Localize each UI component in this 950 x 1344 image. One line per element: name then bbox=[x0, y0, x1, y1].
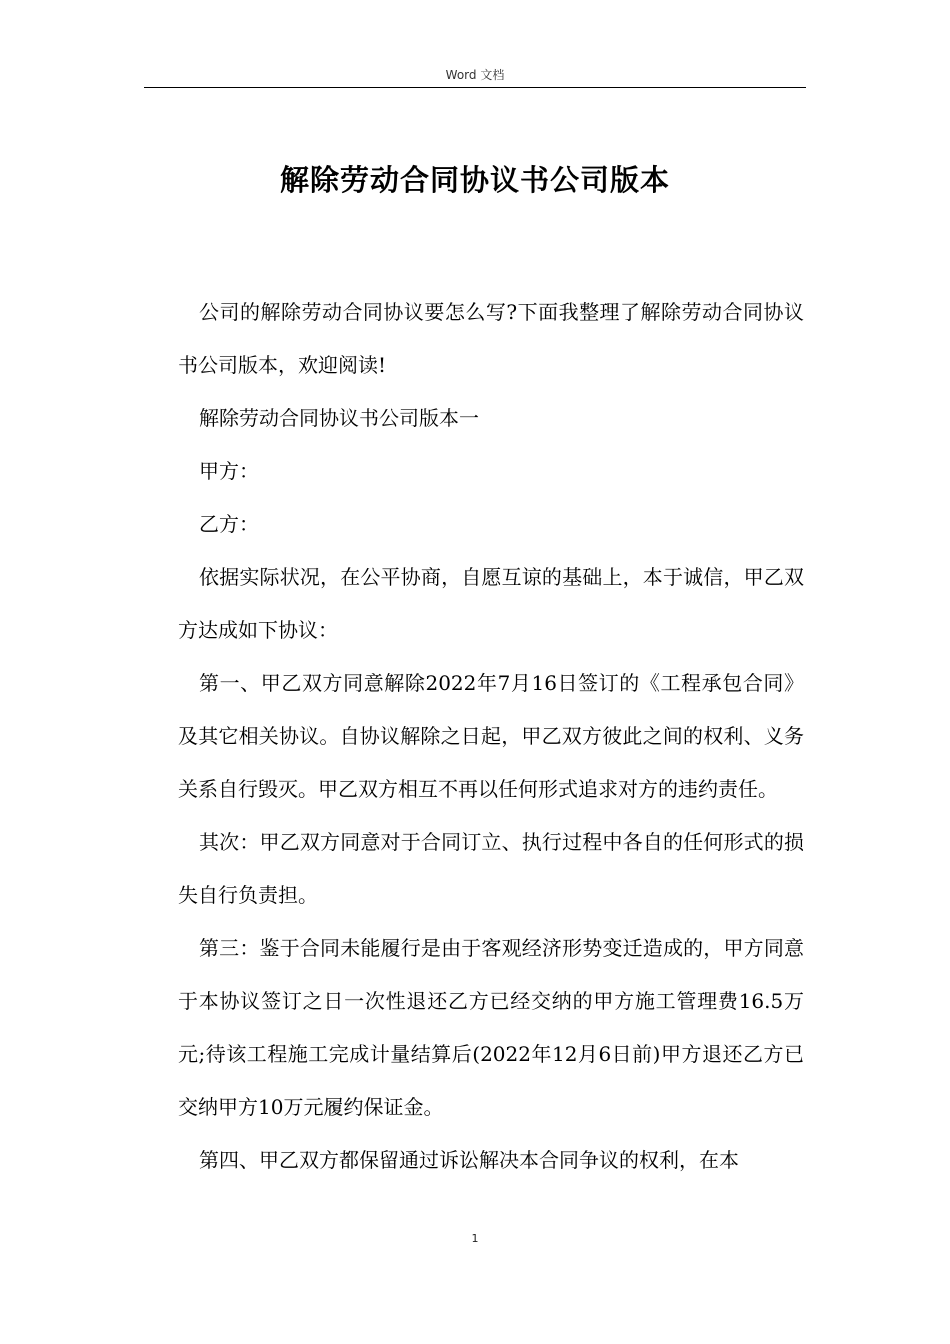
paragraph-clause-1: 第一、甲乙双方同意解除2022年7月16日签订的《工程承包合同》及其它相关协议。自协议解除之日起，甲乙双方彼此之间的权利、义务关系自行毁灭。甲乙双方相互不再以任何形式追求对方的违约责任。 bbox=[178, 671, 804, 801]
page-number: 1 bbox=[471, 1232, 479, 1245]
paragraph-clause-2: 其次：甲乙双方同意对于合同订立、执行过程中各自的任何形式的损失自行负责担。 bbox=[178, 830, 804, 907]
paragraph-clause-3: 第三：鉴于合同未能履行是由于客观经济形势变迁造成的，甲方同意于本协议签订之日一次性退还乙方已经交纳的甲方施工管理费16.5万元;待该工程施工完成计量结算后(2022年12月6日前)甲方退还乙方已交纳甲方10万元履约保证金。 bbox=[178, 936, 804, 1119]
paragraph-intro: 公司的解除劳动合同协议要怎么写?下面我整理了解除劳动合同协议书公司版本，欢迎阅读! bbox=[178, 300, 804, 377]
paragraph-party-b: 乙方： bbox=[199, 512, 259, 536]
paragraph-clause-4: 第四、甲乙双方都保留通过诉讼解决本合同争议的权利，在本 bbox=[199, 1148, 739, 1172]
page-header-label: Word 文档 bbox=[445, 68, 505, 82]
document-body bbox=[178, 286, 804, 1187]
document-title: 解除劳动合同协议书公司版本 bbox=[279, 163, 670, 197]
header-divider bbox=[144, 87, 806, 88]
paragraph-party-a: 甲方： bbox=[199, 459, 259, 483]
paragraph-section-heading: 解除劳动合同协议书公司版本一 bbox=[199, 406, 479, 430]
paragraph-preamble: 依据实际状况，在公平协商，自愿互谅的基础上，本于诚信，甲乙双方达成如下协议： bbox=[178, 565, 804, 642]
